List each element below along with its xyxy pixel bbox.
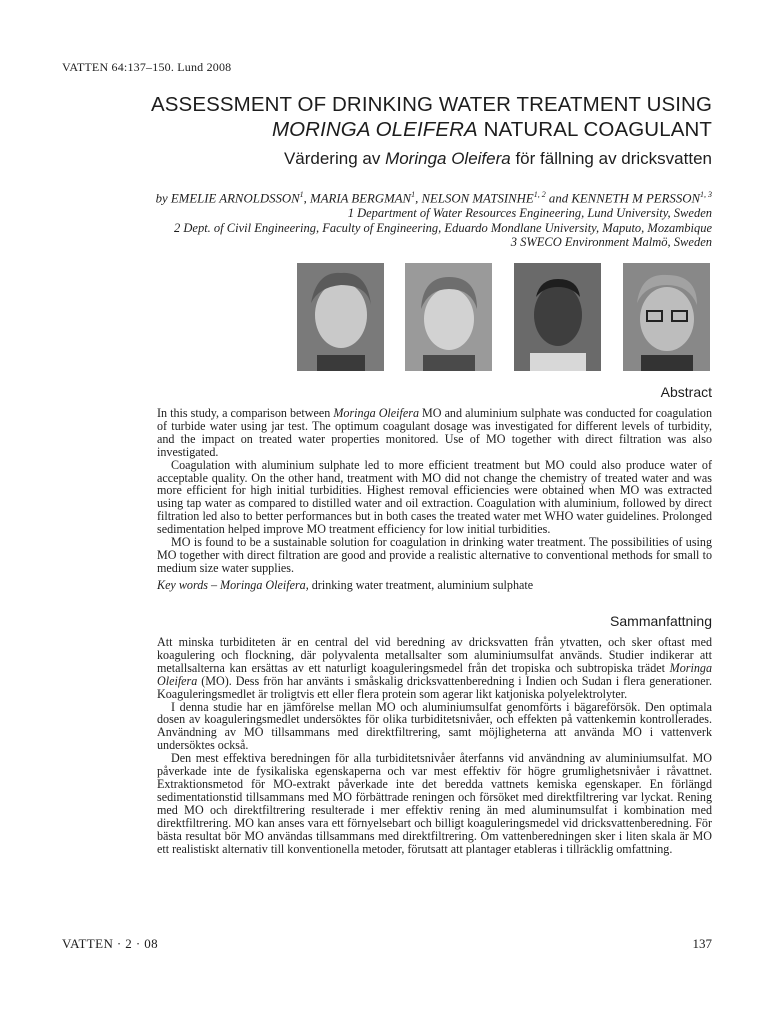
sammanfattning-p1-start: Att minska turbiditeten är en central del vid beredning av dricksvatten från ytvatten, och sker oftast med koagulering och flockning, där polyvalenta metallsalter som aluminiumsulfat används. Studier indikerar att metallsalterna kan ersättas av ett naturligt koaguleringsmedel från det tropiska och subtropiska trädet xyxy=(157,635,712,675)
swedish-subtitle xyxy=(40,149,712,169)
author-1: by EMELIE ARNOLDSSON xyxy=(155,191,300,206)
abstract-heading: Abstract xyxy=(660,384,712,400)
author-4: and KENNETH M PERSSON xyxy=(545,191,700,206)
sammanfattning-paragraph-1 xyxy=(157,636,712,701)
sammanfattning-body xyxy=(157,636,712,855)
subtitle-suffix: för fällning av dricksvatten xyxy=(510,149,712,168)
affiliation-3: 3 SWECO Environment Malmö, Sweden xyxy=(510,235,712,250)
abstract-body xyxy=(157,407,712,592)
authors-block xyxy=(40,187,712,250)
keywords-label: Key words – Moringa Oleifera, xyxy=(157,577,309,592)
author-3: , NELSON MATSINHE xyxy=(415,191,534,206)
footer-journal-issue: VATTEN · 2 · 08 xyxy=(62,936,159,951)
keywords-list: drinking water treatment, aluminium sulphate xyxy=(308,577,534,592)
sammanfattning-paragraph-3: Den mest effektiva beredningen för alla turbiditetsnivåer återfanns vid användning av aluminiumsulfat. MO påverkade inte de fysikaliska egenskaperna och var mest effektiv för högre grumlighetsnivåer i råvattnet. Extraktionsmetod för MO-extrakt påverkade inte det beredda vattnets kemiska egenskaper. En förlängd sedimentationstid tillsammans med MO förbättrade reningen och försöket med direktfiltrering var lyckat. Rening med MO och direktfiltrering resulterade i mer effektiv rening än med aluminumsulfat i kombination med direktfiltrering. MO kan anses vara ett förnyelsebart och billigt koaguleringsmedel vid dricksvattenberedning. För bästa resultat bör MO användas tillsammans med direktfiltrering. Om vattenberedningen sker i liten skala är MO ett realistiskt alternativ till konventionella metoder, förutsatt att plantager etableras i tillräcklig omfattning. xyxy=(157,751,712,856)
author-3-affiliation: 1, 2 xyxy=(533,190,546,199)
page-number: 137 xyxy=(692,936,712,951)
author-photos xyxy=(297,263,709,371)
abstract-species-name: Moringa Oleifera xyxy=(333,406,419,420)
sammanfattning-p1-end: (MO). Dess frön har använts i småskalig dricksvattenberedning i Indien och Sudan i flera generationer. Koaguleringsmedlet är troligtvis ett eller flera protein som agerar likt katjoniska polyelektrolyter. xyxy=(157,673,712,701)
author-photo-3 xyxy=(514,263,601,371)
abstract-paragraph-3: MO is found to be a sustainable solution for coagulation in drinking water treatment. The possibilities of using MO together with direct filtration are good and provide a realistic alternative to conventional methods for small to medium size water supplies. xyxy=(157,535,712,575)
article-title-line-2 xyxy=(40,117,712,142)
subtitle-prefix: Värdering av xyxy=(283,149,386,168)
author-1-affiliation: 1 xyxy=(299,190,304,199)
article-title-line-1: ASSESSMENT OF DRINKING WATER TREATMENT USING xyxy=(151,93,712,116)
title-line-2-rest: NATURAL COAGULANT xyxy=(477,118,712,141)
subtitle-species-name: Moringa Oleifera xyxy=(385,149,511,168)
sammanfattning-species-name: Moringa Oleifera xyxy=(157,660,712,688)
affiliation-1: 1 Department of Water Resources Engineering, Lund University, Sweden xyxy=(347,206,712,221)
sammanfattning-heading: Sammanfattning xyxy=(610,613,712,629)
abstract-p1-start: In this study, a comparison between xyxy=(157,406,334,420)
author-photo-1 xyxy=(297,263,384,371)
author-2-affiliation: 1 xyxy=(411,190,416,199)
affiliation-2: 2 Dept. of Civil Engineering, Faculty of Engineering, Eduardo Mondlane University, Maputo, Mozambique xyxy=(174,220,712,235)
keywords xyxy=(157,579,712,592)
title-species-name: MORINGA OLEIFERA xyxy=(271,118,478,141)
journal-reference: VATTEN 64:137–150. Lund 2008 xyxy=(62,60,232,74)
abstract-paragraph-1 xyxy=(157,407,712,459)
author-2: , MARIA BERGMAN xyxy=(303,191,412,206)
abstract-p1-end: MO and aluminium sulphate was conducted for coagulation of turbide water using jar test. The optimum coagulant dosage was investigated for different levels of turbidity, and the impact on treated water properties monitored. Use of MO together with direct filtration was also investigated. xyxy=(157,406,712,459)
title-block xyxy=(40,92,712,169)
author-line xyxy=(40,187,712,206)
abstract-paragraph-2: Coagulation with aluminium sulphate led to more efficient treatment but MO could also produce water of acceptable quality. On the other hand, treatment with MO did not change the chemistry of treated water and was more efficient for high initial turbidities. Highest removal efficiencies were obtained when MO was extracted using tap water as compared to distilled water and oil extraction. Coagulation with aluminium, followed by direct filtration led also to better performances but in both cases the treated water met WHO water guidelines. Prolonged sedimentation helped improve MO treatment efficiency for low initial turbidities. xyxy=(157,457,712,537)
author-4-affiliation: 1, 3 xyxy=(700,190,712,199)
sammanfattning-paragraph-2: I denna studie har en jämförelse mellan MO och aluminiumsulfat genomförts i bägareförsök. Den optimala dosen av koaguleringsmedlet undersöktes för olika turbiditetsnivåer, och effekten på vattenkemin kontrollerades. Användning av MO tillsammans med direktfiltrering, samt möjligheterna att använda MO i vattenverk undersöktes också. xyxy=(157,699,712,753)
author-photo-4 xyxy=(623,263,710,371)
author-photo-2 xyxy=(405,263,492,371)
